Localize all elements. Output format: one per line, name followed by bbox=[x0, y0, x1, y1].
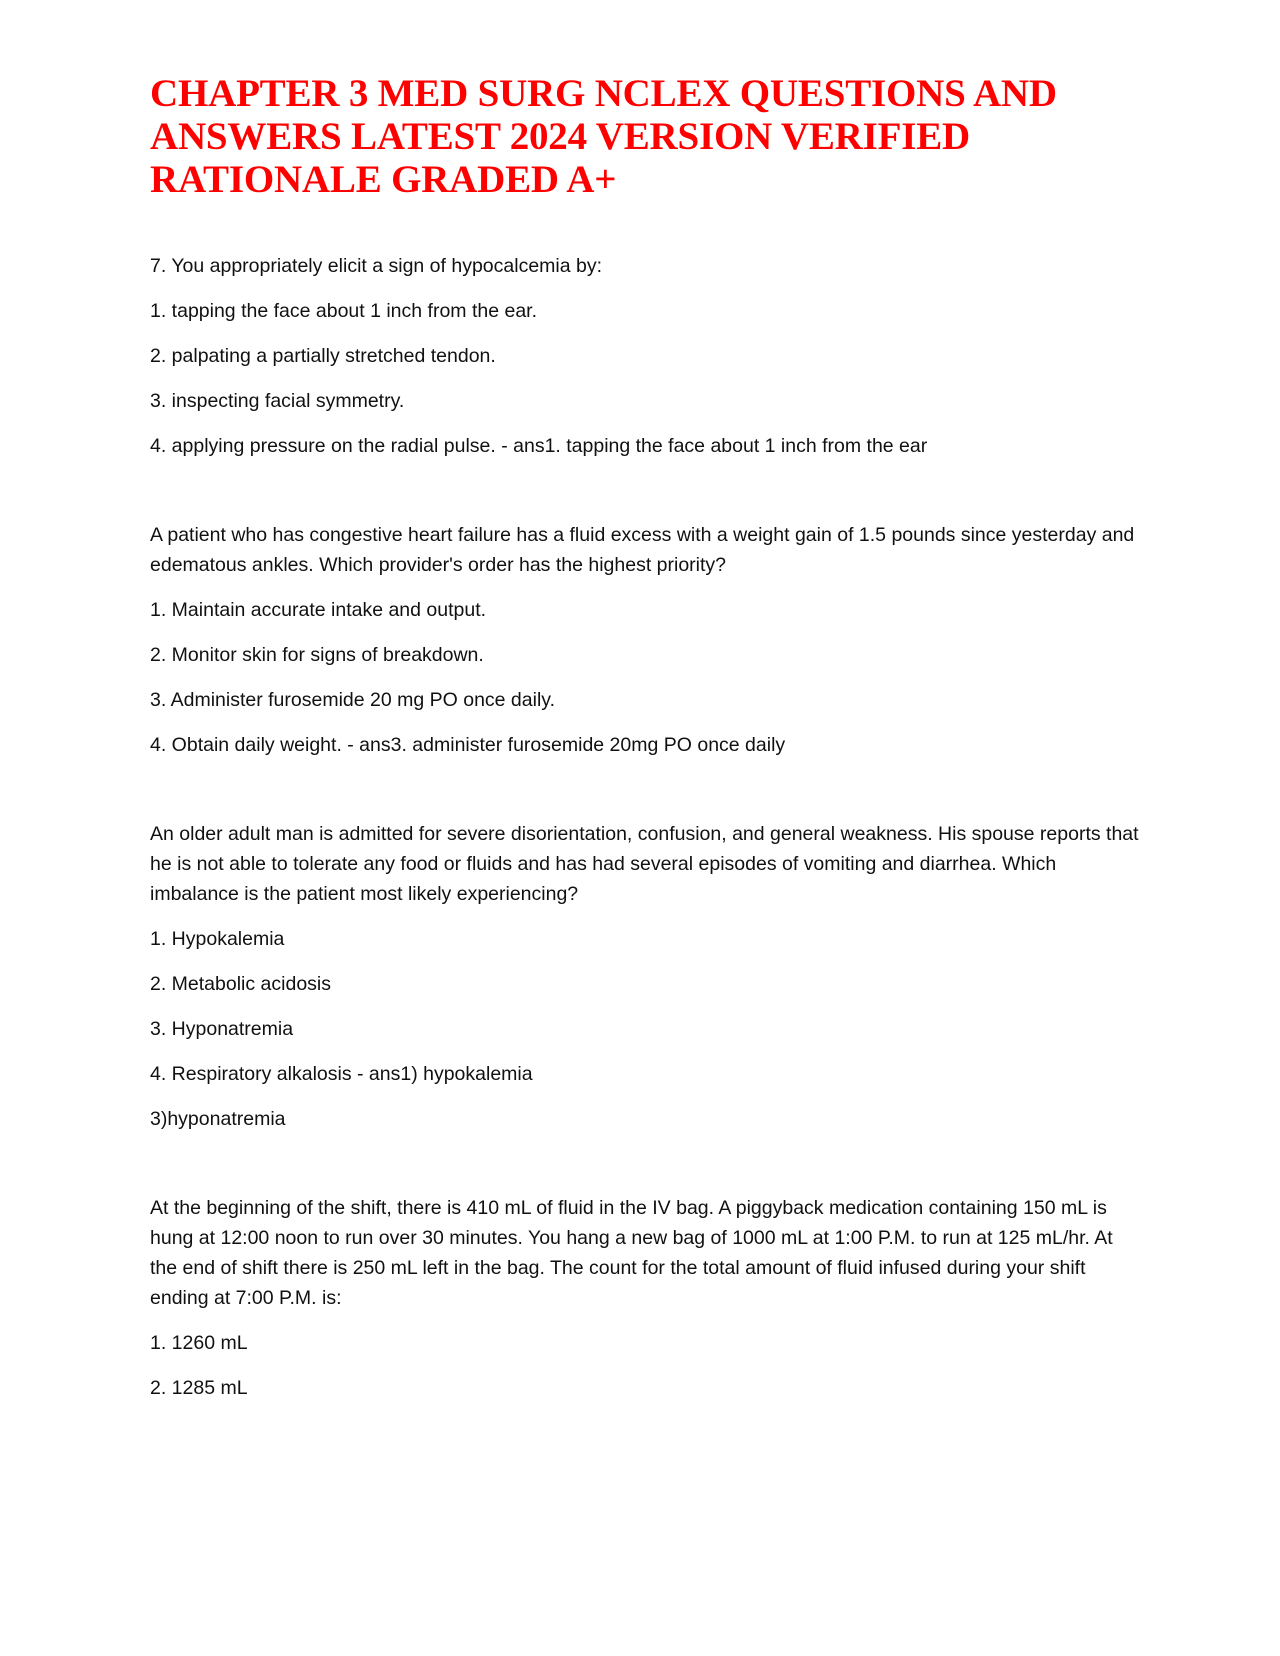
question-option: 1. 1260 mL bbox=[150, 1332, 248, 1354]
question-option-with-answer: 4. applying pressure on the radial pulse. - ans1. tapping the face about 1 inch from the ear bbox=[150, 435, 928, 457]
question-option: 3. Hyponatremia bbox=[150, 1018, 294, 1040]
question-option: 1. Hypokalemia bbox=[150, 928, 285, 950]
question-option-with-answer: 4. Respiratory alkalosis - ans1) hypokalemia bbox=[150, 1063, 533, 1085]
question-stem: At the beginning of the shift, there is 410 mL of fluid in the IV bag. A piggyback medication containing 150 mL is hung at 12:00 noon to run over 30 minutes. You hang a new bag of 1000 mL at 1:00 P.M. to run at 125 mL/hr. At the end of shift there is 250 mL left in the bag. The count for the total amount of fluid infused during your shift ending at 7:00 P.M. is: bbox=[150, 1197, 1113, 1309]
question-option: 3. Administer furosemide 20 mg PO once daily. bbox=[150, 689, 555, 711]
question-option: 2. palpating a partially stretched tendon. bbox=[150, 345, 496, 367]
question-block-4 bbox=[150, 1193, 1140, 1403]
question-stem: An older adult man is admitted for severe disorientation, confusion, and general weakness. His spouse reports that he is not able to tolerate any food or fluids and has had several episodes of vomiting and diarrhea. Which imbalance is the patient most likely experiencing? bbox=[150, 823, 1139, 905]
question-option: 2. 1285 mL bbox=[150, 1377, 248, 1399]
question-answer-continuation: 3)hyponatremia bbox=[150, 1108, 286, 1130]
question-option: 2. Monitor skin for signs of breakdown. bbox=[150, 644, 484, 666]
question-block-2 bbox=[150, 520, 1140, 760]
question-option: 1. Maintain accurate intake and output. bbox=[150, 599, 487, 621]
question-option: 1. tapping the face about 1 inch from the ear. bbox=[150, 300, 538, 322]
question-block-3 bbox=[150, 819, 1140, 1134]
question-stem: A patient who has congestive heart failure has a fluid excess with a weight gain of 1.5 pounds since yesterday and edematous ankles. Which provider's order has the highest priority? bbox=[150, 524, 1135, 576]
question-option: 2. Metabolic acidosis bbox=[150, 973, 332, 995]
question-option-with-answer: 4. Obtain daily weight. - ans3. administer furosemide 20mg PO once daily bbox=[150, 734, 786, 756]
question-stem: 7. You appropriately elicit a sign of hypocalcemia by: bbox=[150, 255, 603, 277]
question-option: 3. inspecting facial symmetry. bbox=[150, 390, 405, 412]
question-block-1 bbox=[150, 251, 1140, 461]
page-content bbox=[150, 72, 1140, 1403]
questions-container bbox=[150, 251, 1140, 1403]
document-title: CHAPTER 3 MED SURG NCLEX QUESTIONS AND ANSWERS LATEST 2024 VERSION VERIFIED RATIONALE GRADED A+ bbox=[150, 72, 1057, 201]
